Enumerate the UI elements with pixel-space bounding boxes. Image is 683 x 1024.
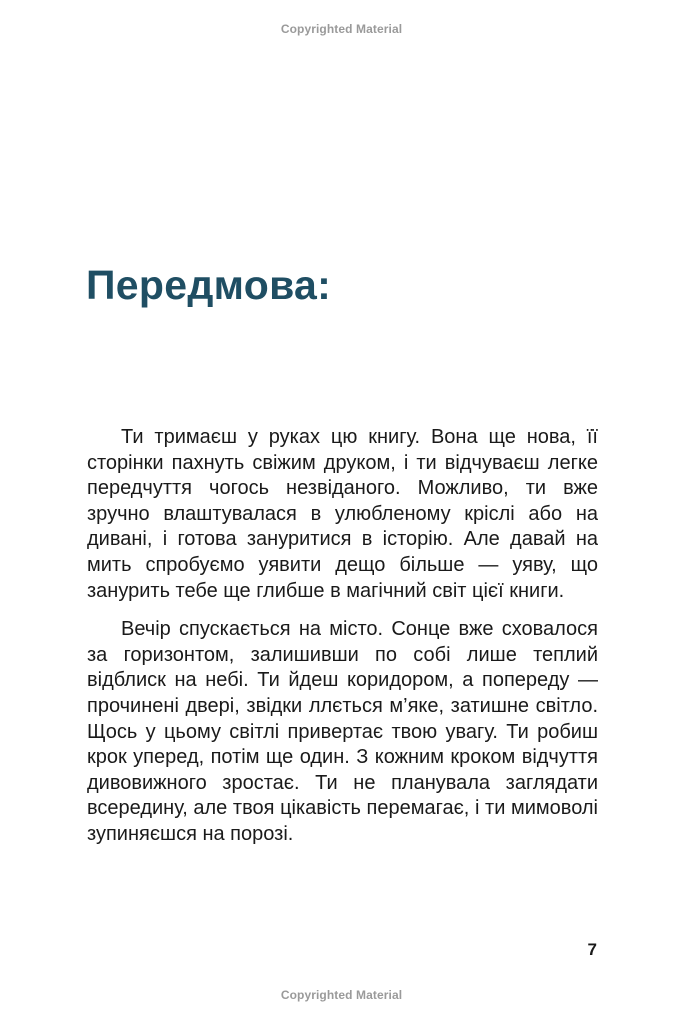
watermark-bottom: Copyrighted Material — [280, 988, 403, 1002]
paragraph-2: Вечір спускається на місто. Сонце вже сховалося за горизонтом, залишивши по собі лише теплий відблиск на небі. Ти йдеш коридором, а попереду — прочинені двері, звідки ллється м’яке, затишне світло. Щось у цьому світлі привертає твою увагу. Ти робиш крок уперед, потім ще один. З кожним кроком відчуття дивовижного зростає. Ти не планувала заглядати всередину, але твоя цікавість перемагає, і ти мимоволі зупиняєшся на порозі. — [87, 618, 598, 845]
chapter-title: Передмова: — [86, 262, 332, 308]
paragraph-1: Ти тримаєш у руках цю книгу. Вона ще нова, її сторінки пахнуть свіжим друком, і ти відчуваєш легке передчуття чогось незвіданого. Можливо, ти вже зручно влаштувалася в улюбленому кріслі або на дивані, і готова зануритися в історію. Але давай на мить спробуємо уявити дещо більше — уяву, що занурить тебе ще глибше в магічний світ цієї книги. — [87, 426, 598, 602]
page-number: 7 — [587, 940, 597, 959]
watermark-top: Copyrighted Material — [280, 22, 403, 36]
body-text — [87, 425, 598, 861]
